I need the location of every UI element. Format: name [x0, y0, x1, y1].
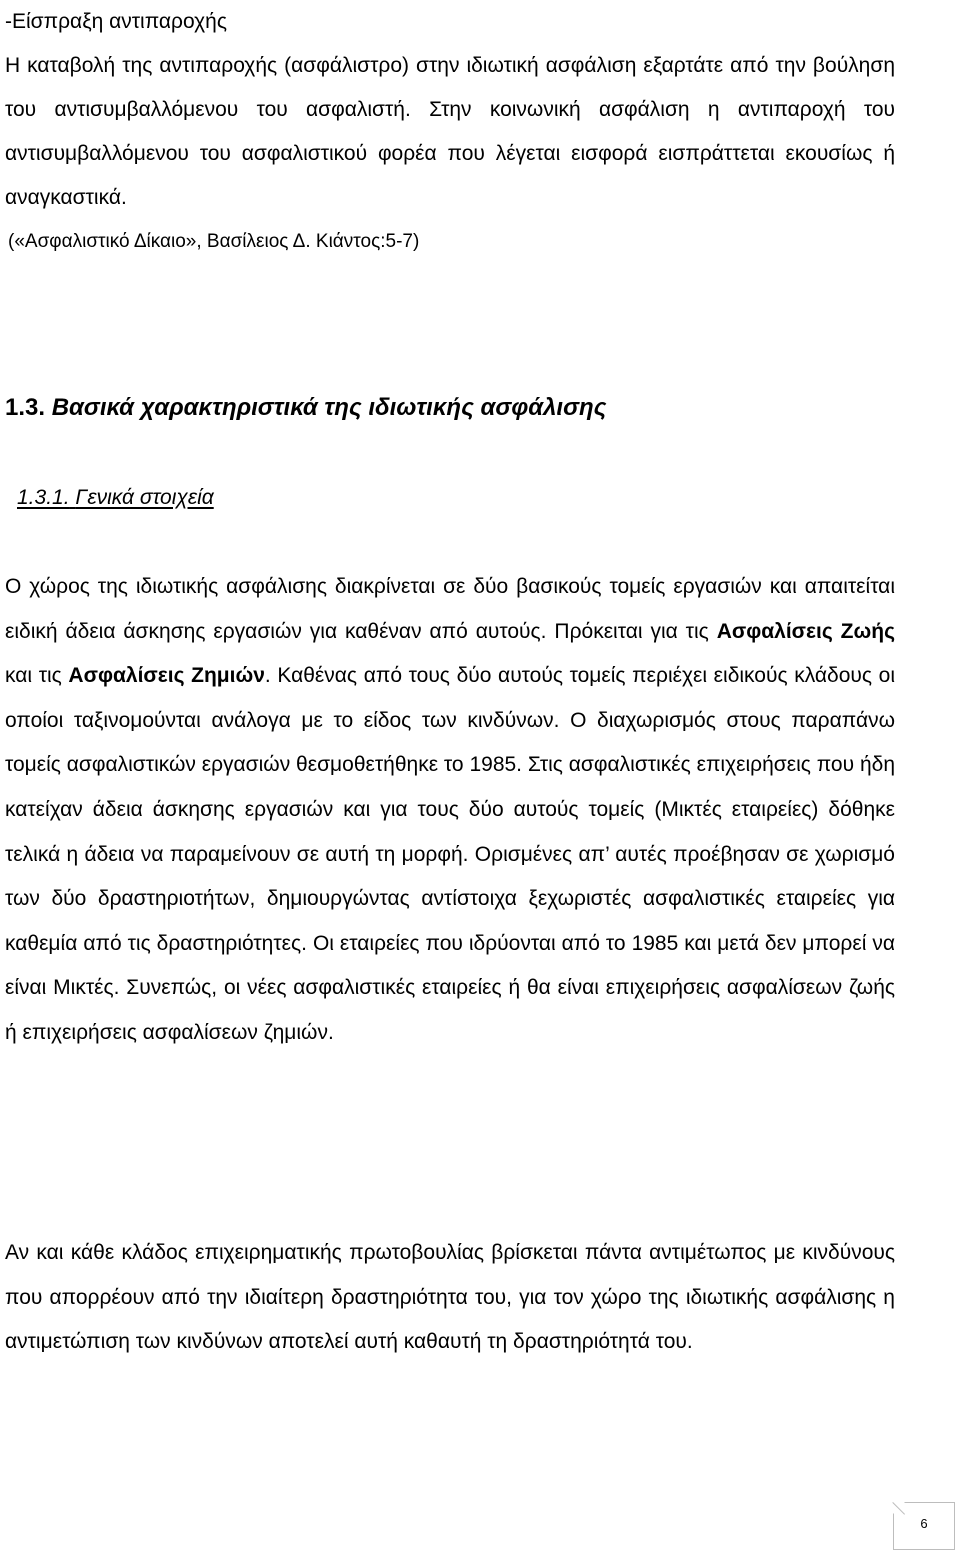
subsection-number: 1.3.1.	[17, 486, 70, 509]
page-number: 6	[920, 1516, 928, 1531]
collection-paragraph: Η καταβολή της αντιπαροχής (ασφάλιστρο) στην ιδιωτική ασφάλιση εξαρτάτε από την βούληση του αντισυμβαλλόμενου του ασφαλιστή. Στην κοινωνική ασφάλιση η αντιπαροχή του αντισυμβαλλόμενου του ασφαλιστικού φορέα που λέγεται εισφορά εισπράττεται εκουσίως ή αναγκαστικά.	[5, 54, 895, 209]
damage-insurance-term: Ασφαλίσεις Ζημιών	[68, 664, 265, 688]
body-paragraph-1	[5, 565, 895, 1056]
paragraph-1-text-c: . Καθένας από τους δύο αυτούς τομείς περιέχει ειδικούς κλάδους οι οποίοι ταξινομούνται ανάλογα με το είδος των κινδύνων. Ο διαχωρισμός στους παραπάνω τομείς ασφαλιστικών εργασιών θεσμοθετήθηκε το 1985. Στις ασφαλιστικές επιχειρήσεις που ήδη κατείχαν άδεια άσκησης εργασιών και για τους δύο αυτούς τομείς (Μικτές εταιρείες) δόθηκε τελικά η άδεια να παραμείνουν σε αυτή τη μορφή. Ορισμένες απ’ αυτές προέβησαν σε χωρισμό των δύο δραστηριοτήτων, δημιουργώντας αντίστοιχα ξεχωριστές ασφαλιστικές εταιρείες για καθεμία από τις δραστηριότητες. Οι εταιρείες που ιδρύονται από το 1985 και μετά δεν μπορεί να είναι Μικτές. Συνεπώς, οι νέες ασφαλιστικές εταιρείες ή θα είναι επιχειρήσεις ασφαλίσεων ζωής ή επιχειρήσεις ασφαλίσεων ζημιών.	[5, 664, 896, 1044]
collection-section	[5, 0, 895, 264]
section-number: 1.3.	[5, 394, 46, 421]
collection-heading: -Είσπραξη αντιπαροχής	[5, 10, 227, 33]
body-paragraph-2: Αν και κάθε κλάδος επιχειρηματικής πρωτοβουλίας βρίσκεται πάντα αντιμέτωπος με κινδύνους που απορρέουν από την ιδιαίτερη δραστηριότητα του, για τον χώρο της ιδιωτικής ασφάλισης η αντιμετώπιση των κινδύνων αποτελεί αυτή καθαυτή τη δραστηριότητά του.	[5, 1241, 895, 1354]
section-heading	[5, 390, 606, 426]
page-number-box	[893, 1502, 955, 1550]
paragraph-1-text-b: και τις	[5, 664, 69, 688]
life-insurance-term: Ασφαλίσεις Ζωής	[716, 619, 895, 643]
citation: («Ασφαλιστικό Δίκαιο», Βασίλειος Δ. Κιάντος:5-7)	[8, 231, 420, 252]
section-title: Βασικά χαρακτηριστικά της ιδιωτικής ασφάλισης	[51, 394, 607, 421]
subsection-heading	[17, 480, 214, 516]
paragraph-1-text-a: Ο χώρος της ιδιωτικής ασφάλισης διακρίνεται σε δύο βασικούς τομείς εργασιών και απαιτείται ειδική άδεια άσκησης εργασιών για καθέναν από αυτούς. Πρόκειται για τις	[5, 575, 895, 643]
subsection-title: Γενικά στοιχεία	[75, 486, 214, 509]
